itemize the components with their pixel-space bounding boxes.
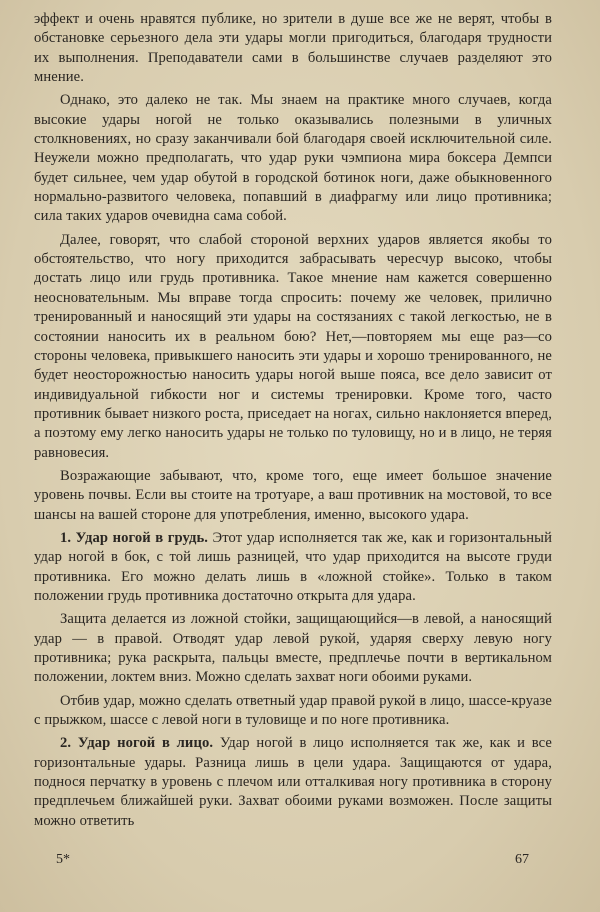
page-number: 67 bbox=[515, 852, 529, 867]
paragraph-7: Отбив удар, можно сделать ответный удар правой рукой в лицо, шассе-круазе с прыжком, шассе с левой ноги в туловище и по ноге противника. bbox=[34, 692, 552, 729]
paragraph-1: эффект и очень нравятся публике, но зрители в душе все же не верят, чтобы в обстановке серьезного дела эти удары могли пригодиться, благодаря трудности их выполнения. Преподаватели сами в большинстве случаев разделяют это мнение. bbox=[34, 11, 552, 86]
paragraph-3: Далее, говорят, что слабой стороной верхних ударов является якобы то обстоятельство, что ногу приходится забрасывать чересчур высоко, чтобы достать лицо или грудь противника. Такое мнение нам кажется совершенно неосновательным. Мы вправе тогда спросить: почему же человек, прилично тренированный и наносящий эти удары на состязаниях с такой легкостью, не в состоянии наносить их в реальном бою? Нет,—повторяем мы еще раз—со стороны человека, привыкшего наносить эти удары и хорошо тренированного, не будет неосторожностью наносить удары ногой выше пояса, все дело зависит от индивидуальной гибкости ног и системы тренировки. Кроме того, часто противник бывает низкого роста, приседает на ногах, сильно наклоняется вперед, а поэтому ему легко наносить удары не только по туловищу, но и в лицо, не теряя равновесия. bbox=[34, 231, 552, 461]
paragraph-4: Возражающие забывают, что, кроме того, еще имеет большое значение уровень почвы. Если вы стоите на тротуаре, а ваш противник на мостовой, то все шансы на вашей стороне для употребления, именно, высокого удара. bbox=[34, 467, 552, 523]
section-heading-chest-kick: 1. Удар ногой в грудь. bbox=[60, 529, 209, 546]
paragraph-8: 2. Удар ногой в лицо. Удар ногой в лицо исполняется так же, как и все горизонтальные удары. Разница лишь в цели удара. Защищаются от удара, поднося перчатку в уровень с плечом или отталкивая ногу противника в сторону предплечьем ближайшей руки. Захват обоими руками возможен. После защиты можно ответить bbox=[34, 735, 552, 829]
paragraph-5: 1. Удар ногой в грудь. Этот удар исполняется так же, как и горизонтальный удар ногой в бок, с той лишь разницей, что удар приходится на высоте груди противника. Его можно делать лишь в «ложной стойке». Только в таком положении грудь противника достаточно открыта для удара. bbox=[34, 529, 552, 604]
page-body bbox=[34, 10, 552, 835]
paragraph-6: Защита делается из ложной стойки, защищающийся—в левой, а наносящий удар — в правой. Отводят удар левой рукой, ударяя сверху левую ногу противника; рука раскрыта, пальцы вместе, предплечье почти в вертикальном положении, локтем вниз. Можно сделать захват ноги обоими руками. bbox=[34, 611, 552, 686]
paragraph-2: Однако, это далеко не так. Мы знаем на практике много случаев, когда высокие удары ногой не только оказывались полезными в уличных столкновениях, но сразу заканчивали бой благодаря своей исключительной силе. Неужели можно предполагать, что удар руки чэмпиона мира боксера Демпси будет сильнее, чем удар обутой в городской ботинок ноги, даже обыкновенного нормально-развитого человека, попавший в диафрагму или лицо противника; сила таких ударов очевидна сама собой. bbox=[34, 92, 552, 225]
signature-mark: 5* bbox=[56, 852, 70, 867]
section-heading-face-kick: 2. Удар ногой в лицо. bbox=[60, 735, 214, 752]
